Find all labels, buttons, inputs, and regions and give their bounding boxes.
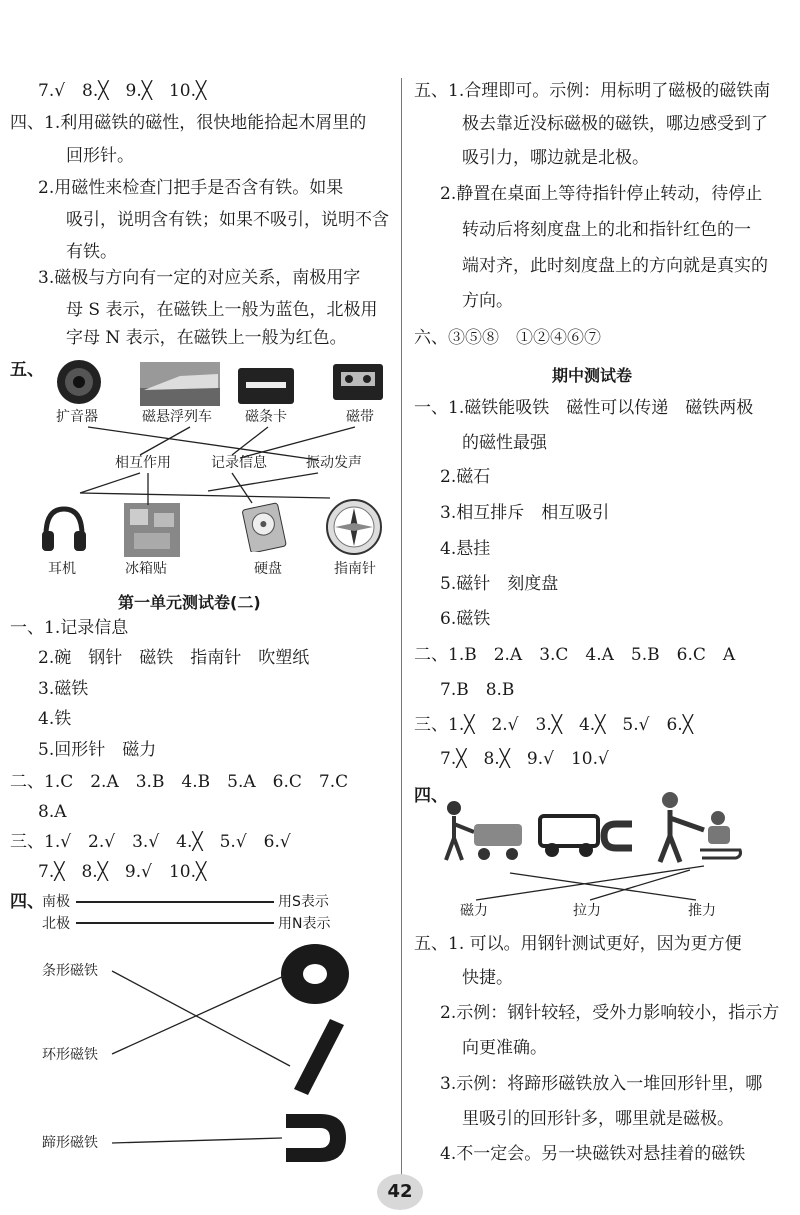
match-line (80, 493, 330, 498)
answer-line: 7.╳ 8.╳ 9.√ 10.√ (440, 749, 609, 769)
answer-line: 母 S 表示，在磁铁上一般为蓝色，北极用 (66, 300, 378, 320)
answer-line: 的磁性最强 (462, 433, 547, 453)
answer-line: 吸引，说明含有铁；如果不吸引，说明不含 (66, 210, 389, 230)
item-label: 环形磁铁 (42, 1047, 98, 1063)
answer-line: 六、③⑤⑧ ①②④⑥⑦ (414, 328, 601, 348)
section-mark: 四、 (10, 892, 44, 912)
item-label: 冰箱贴 (125, 561, 167, 577)
item-label: 记录信息 (211, 455, 267, 471)
answer-line: 二、1.B 2.A 3.C 4.A 5.B 6.C A (414, 645, 736, 665)
answer-line: 3.磁铁 (38, 679, 89, 699)
item-label: 相互作用 (115, 455, 171, 471)
answer-line: 三、1.√ 2.√ 3.√ 4.╳ 5.√ 6.√ (10, 832, 291, 852)
item-label: 南极 (42, 894, 70, 910)
match-line (88, 427, 318, 460)
item-label: 扩音器 (56, 409, 98, 425)
item-label: 耳机 (48, 561, 76, 577)
item-label: 硬盘 (254, 561, 282, 577)
answer-line: 2.用磁性来检查门把手是否含有铁。如果 (38, 178, 344, 198)
item-label: 北极 (42, 916, 70, 932)
answer-line: 3.相互排斥 相互吸引 (440, 503, 610, 523)
answer-line: 2.磁石 (440, 467, 491, 487)
answer-line: 2.静置在桌面上等待指针停止转动，待停止 (440, 184, 763, 204)
answer-line: 7.B 8.B (440, 680, 515, 700)
answer-line: 3.示例：将蹄形磁铁放入一堆回形针里，哪 (440, 1074, 763, 1094)
item-label: 指南针 (334, 561, 376, 577)
answer-line: 二、1.C 2.A 3.B 4.B 5.A 6.C 7.C (10, 772, 349, 792)
answer-line: 4.不一定会。另一块磁铁对悬挂着的磁铁 (440, 1144, 746, 1164)
match-line (80, 473, 140, 493)
answer-line: 五、1.合理即可。示例：用标明了磁极的磁铁南 (414, 81, 771, 101)
item-label: 磁悬浮列车 (142, 409, 212, 425)
item-label: 拉力 (573, 903, 601, 919)
section-title: 期中测试卷 (552, 366, 633, 385)
answer-line: 五、1. 可以。用钢针测试更好，因为更方便 (414, 934, 742, 954)
item-label: 振动发声 (306, 455, 362, 471)
answer-line: 2.碗 钢针 磁铁 指南针 吹塑纸 (38, 648, 310, 668)
match-line (112, 1138, 282, 1143)
match-line (208, 473, 318, 491)
answer-line: 一、1.记录信息 (10, 618, 129, 638)
item-label: 蹄形磁铁 (42, 1135, 98, 1151)
item-label: 磁条卡 (245, 409, 287, 425)
answer-line: 2.示例：钢针较轻，受外力影响较小，指示方 (440, 1003, 780, 1023)
match-line (240, 427, 355, 458)
answer-line: 4.铁 (38, 709, 72, 729)
answer-line: 吸引力，哪边就是北极。 (462, 148, 649, 168)
answer-line: 里吸引的回形针多，哪里就是磁极。 (462, 1109, 734, 1129)
answer-line: 6.磁铁 (440, 609, 491, 629)
item-label: 用N表示 (278, 916, 331, 932)
answer-line: 8.A (38, 802, 67, 822)
answer-line: 7.╳ 8.╳ 9.√ 10.╳ (38, 862, 207, 882)
answer-line: 5.回形针 磁力 (38, 740, 157, 760)
match-line (590, 870, 690, 900)
answer-line: 有铁。 (66, 242, 117, 262)
section-mark: 四、 (414, 786, 448, 806)
item-label: 用S表示 (278, 894, 329, 910)
page-number: 42 (377, 1174, 423, 1210)
match-line (112, 976, 284, 1054)
match-line (232, 473, 252, 503)
answer-line: 方向。 (462, 291, 513, 311)
section-title: 第一单元测试卷(二) (118, 593, 261, 612)
match-line (476, 866, 704, 900)
answer-line: 7.√ 8.╳ 9.╳ 10.╳ (38, 81, 207, 101)
answer-line: 回形针。 (66, 146, 134, 166)
answer-line: 三、1.╳ 2.√ 3.╳ 4.╳ 5.√ 6.╳ (414, 715, 693, 735)
answer-line: 3.磁极与方向有一定的对应关系，南极用字 (38, 268, 361, 288)
answer-line: 极去靠近没标磁极的磁铁，哪边感受到了 (462, 114, 768, 134)
answer-line: 四、1.利用磁铁的磁性，很快地能拾起木屑里的 (10, 113, 367, 133)
item-label: 磁力 (460, 903, 488, 919)
answer-line: 字母 N 表示，在磁铁上一般为红色。 (66, 328, 347, 348)
item-label: 条形磁铁 (42, 963, 98, 979)
item-label: 磁带 (346, 409, 374, 425)
answer-line: 端对齐，此时刻度盘上的方向就是真实的 (462, 256, 768, 276)
answer-line: 4.悬挂 (440, 539, 491, 559)
item-label: 推力 (688, 903, 716, 919)
answer-line: 一、1.磁铁能吸铁 磁性可以传递 磁铁两极 (414, 398, 754, 418)
section-mark: 五、 (10, 360, 44, 380)
answer-line: 5.磁针 刻度盘 (440, 574, 559, 594)
answer-line: 向更准确。 (462, 1038, 547, 1058)
answer-line: 快捷。 (462, 968, 513, 988)
answer-line: 转动后将刻度盘上的北和指针红色的一 (462, 220, 751, 240)
